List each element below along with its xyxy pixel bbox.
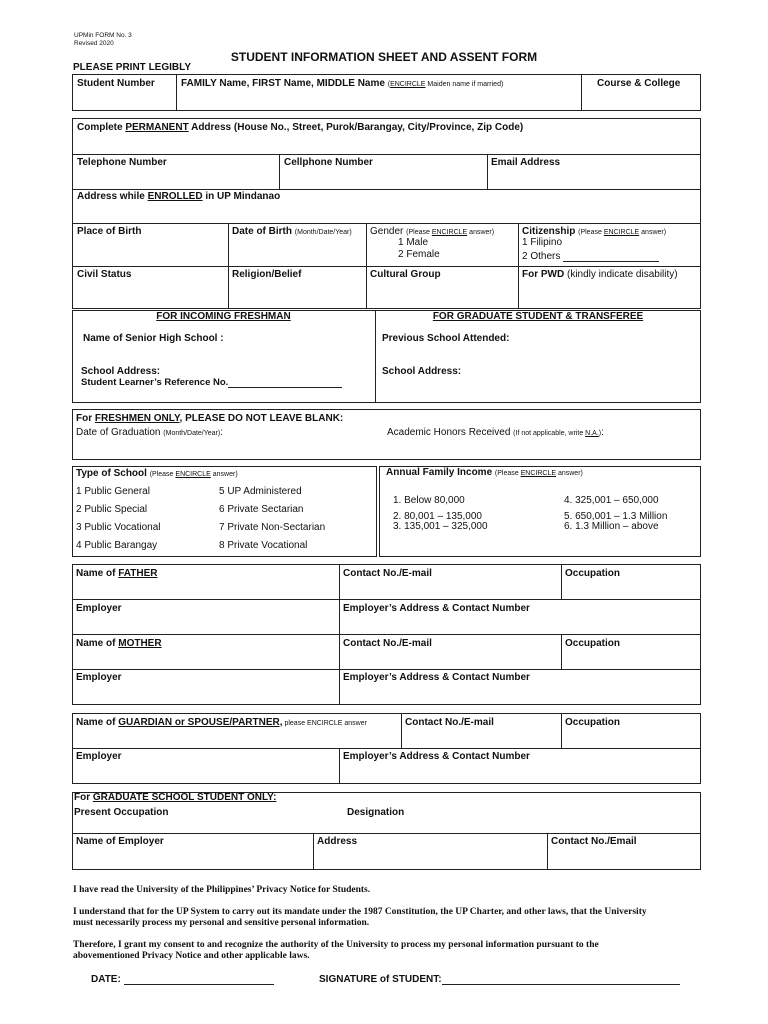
designation-label: Designation <box>347 807 405 818</box>
consent-statement-line1: Therefore, I grant my consent to and recognize the authority of the University to process my personal information pursuant to the <box>73 940 599 950</box>
annual-income-label: Annual Family Income (Please ENCIRCLE answer) <box>386 467 583 478</box>
civil-status-label: Civil Status <box>77 269 132 280</box>
school-box <box>72 310 701 403</box>
school-type-option[interactable]: 3 Public Vocational <box>76 522 161 533</box>
school-type-option[interactable]: 5 UP Administered <box>219 486 302 497</box>
place-of-birth-label: Place of Birth <box>77 226 142 237</box>
school-type-option[interactable]: 6 Private Sectarian <box>219 504 304 515</box>
school-type-option[interactable]: 8 Private Vocational <box>219 540 308 551</box>
cellphone-label: Cellphone Number <box>284 157 373 168</box>
father-contact-label: Contact No./E-mail <box>343 568 432 579</box>
guardian-employer-address-label: Employer’s Address & Contact Number <box>343 751 530 762</box>
previous-school-address-label: School Address: <box>382 366 462 377</box>
senior-high-school-label: Name of Senior High School : <box>83 333 224 344</box>
employer-name-label: Name of Employer <box>76 836 164 847</box>
school-type-option[interactable]: 2 Public Special <box>76 504 148 515</box>
pwd-label: For PWD (kindly indicate disability) <box>522 269 678 280</box>
guardian-employer-label: Employer <box>76 751 122 762</box>
mother-name-label: Name of MOTHER <box>76 638 162 649</box>
graduate-transferee-heading: FOR GRADUATE STUDENT & TRANSFEREE <box>432 311 644 322</box>
revision-note: Revised 2020 <box>74 40 114 47</box>
mother-contact-label: Contact No./E-mail <box>343 638 432 649</box>
shs-address-label: School Address: <box>81 366 161 377</box>
date-label: DATE: <box>91 974 274 985</box>
school-type-option[interactable]: 4 Public Barangay <box>76 540 158 551</box>
income-option[interactable]: 4. 325,001 – 650,000 <box>564 495 659 506</box>
enrolled-address-label: Address while ENROLLED in UP Mindanao <box>77 191 281 202</box>
gender-option-female[interactable]: 2 Female <box>398 249 440 260</box>
freshmen-only-heading: For FRESHMEN ONLY, PLEASE DO NOT LEAVE BLANK: <box>76 413 344 424</box>
mother-occupation-label: Occupation <box>565 638 621 649</box>
father-employer-address-label: Employer’s Address & Contact Number <box>343 603 530 614</box>
present-occupation-label: Present Occupation <box>74 807 169 818</box>
income-option[interactable]: 6. 1.3 Million – above <box>564 521 659 532</box>
mandate-statement-line2: must necessarily process my personal and sensitive personal information. <box>73 918 370 928</box>
father-name-label: Name of FATHER <box>76 568 158 579</box>
citizenship-option-filipino[interactable]: 1 Filipino <box>522 237 563 248</box>
citizenship-option-others[interactable]: 2 Others <box>522 251 659 262</box>
mandate-statement-line1: I understand that for the UP System to carry out its mandate under the 1987 Constitution, the UP Charter, and other laws, that the University <box>73 907 647 917</box>
father-occupation-label: Occupation <box>565 568 621 579</box>
mother-employer-label: Employer <box>76 672 122 683</box>
graduate-school-heading: For GRADUATE SCHOOL STUDENT ONLY: <box>74 792 277 803</box>
form-number: UPMin FORM No. 3 <box>74 32 132 39</box>
form-title: STUDENT INFORMATION SHEET AND ASSENT FORM <box>230 50 538 64</box>
gender-label: Gender (Please ENCIRCLE answer) <box>370 226 495 237</box>
school-type-option[interactable]: 1 Public General <box>76 486 150 497</box>
income-option[interactable]: 5. 650,001 – 1.3 Million <box>564 511 668 522</box>
guardian-name-label: Name of GUARDIAN or SPOUSE/PARTNER, please ENCIRCLE answer <box>76 717 367 728</box>
address-contact-box <box>72 118 701 224</box>
employer-contact-label: Contact No./Email <box>551 836 637 847</box>
email-label: Email Address <box>491 157 561 168</box>
student-number-label: Student Number <box>77 78 155 89</box>
religion-label: Religion/Belief <box>232 269 302 280</box>
course-college-label: Course & College <box>597 78 681 89</box>
full-name-label: FAMILY Name, FIRST Name, MIDDLE Name (ENCIRCLE Maiden name if married) <box>181 78 504 89</box>
date-of-birth-label: Date of Birth (Month/Date/Year) <box>232 226 352 237</box>
lrn-label: Student Learner’s Reference No. <box>81 377 342 388</box>
mother-employer-address-label: Employer’s Address & Contact Number <box>343 672 530 683</box>
consent-statement-line2: abovementioned Privacy Notice and other applicable laws. <box>73 951 310 961</box>
previous-school-label: Previous School Attended: <box>382 333 510 344</box>
freshman-heading: FOR INCOMING FRESHMAN <box>156 311 291 322</box>
citizenship-label: Citizenship (Please ENCIRCLE answer) <box>522 226 667 237</box>
guardian-contact-label: Contact No./E-mail <box>405 717 494 728</box>
privacy-notice-statement: I have read the University of the Philippines’ Privacy Notice for Students. <box>73 885 371 895</box>
graduation-date-label: Date of Graduation (Month/Date/Year): <box>76 427 223 438</box>
employer-address-label: Address <box>317 836 358 847</box>
graduate-school-box <box>72 792 701 870</box>
academic-honors-label: Academic Honors Received (If not applicable, write N.A.): <box>387 427 604 438</box>
permanent-address-label: Complete PERMANENT Address (House No., Street, Purok/Barangay, City/Province, Zip Code) <box>77 122 524 133</box>
print-legibly-note: PLEASE PRINT LEGIBLY <box>73 62 191 73</box>
income-option[interactable]: 1. Below 80,000 <box>393 495 465 506</box>
telephone-label: Telephone Number <box>77 157 167 168</box>
signature-label: SIGNATURE of STUDENT: <box>319 974 680 985</box>
income-option[interactable]: 3. 135,001 – 325,000 <box>393 521 488 532</box>
school-type-option[interactable]: 7 Private Non-Sectarian <box>219 522 326 533</box>
type-of-school-label: Type of School (Please ENCIRCLE answer) <box>76 468 238 479</box>
gender-option-male[interactable]: 1 Male <box>398 237 429 248</box>
guardian-occupation-label: Occupation <box>565 717 621 728</box>
cultural-group-label: Cultural Group <box>370 269 441 280</box>
father-employer-label: Employer <box>76 603 122 614</box>
income-option[interactable]: 2. 80,001 – 135,000 <box>393 511 482 522</box>
